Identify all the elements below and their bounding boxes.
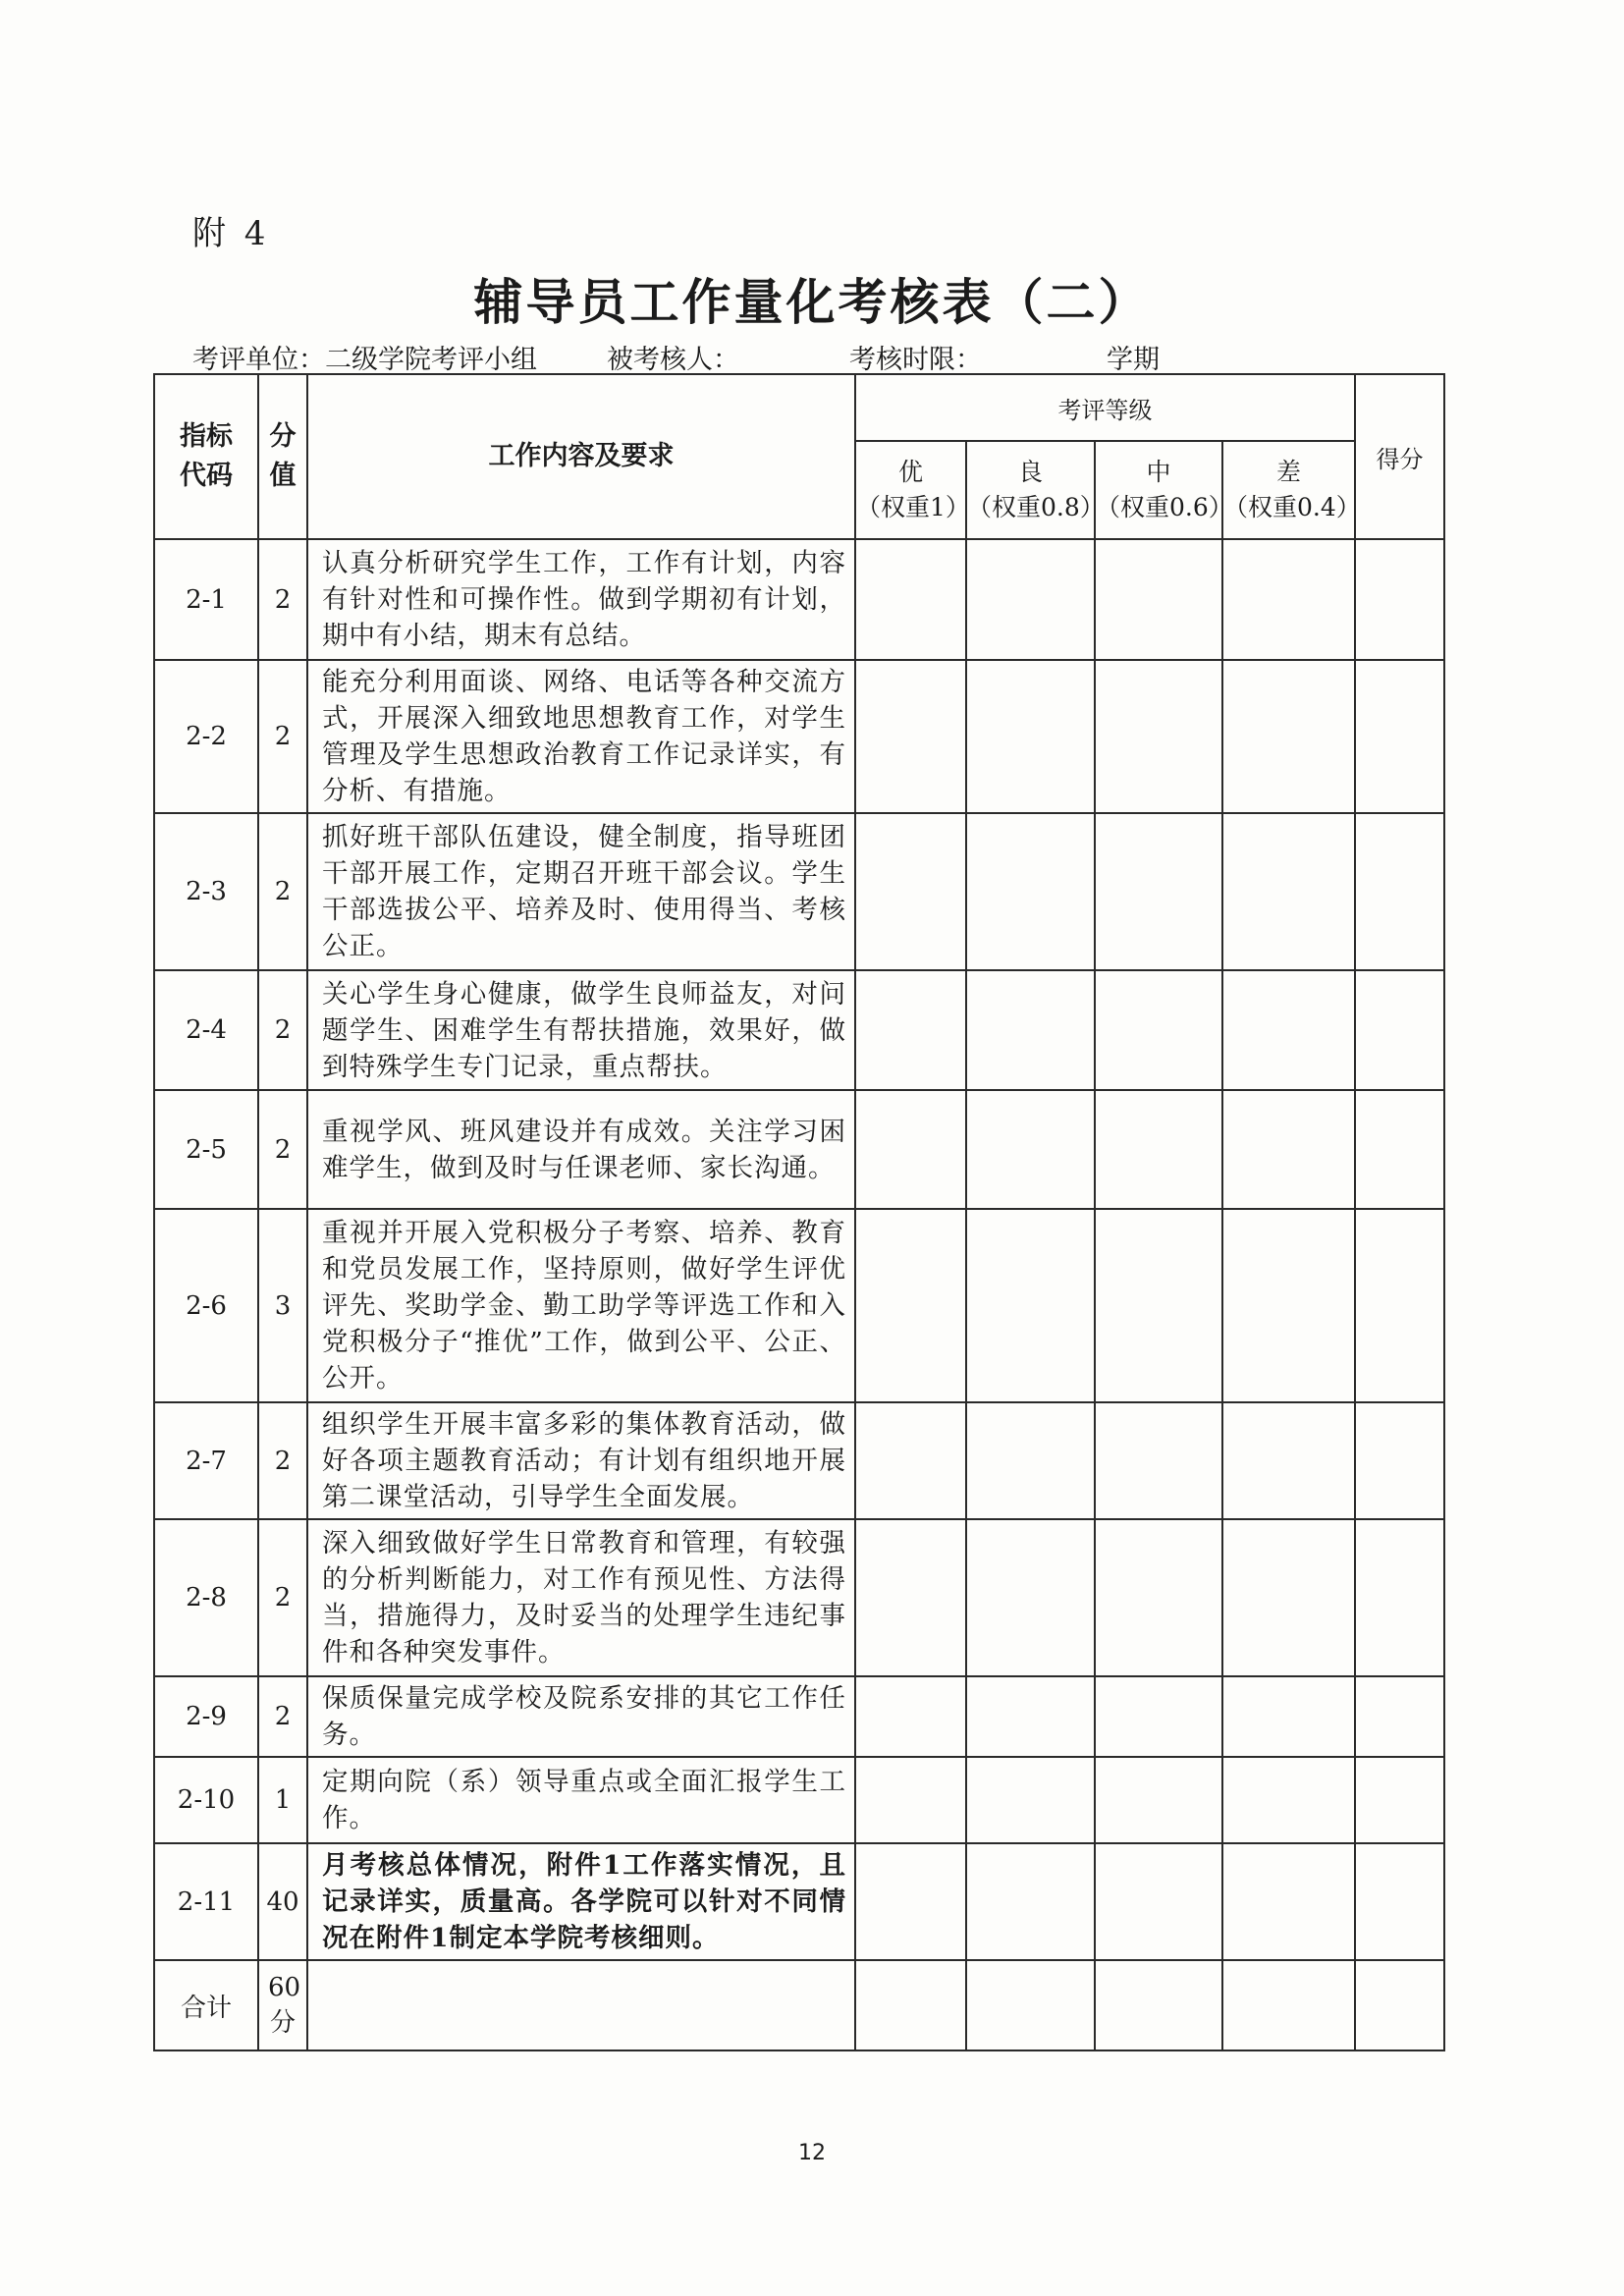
grade-cell[interactable] [1222,1519,1355,1676]
result-cell[interactable] [1355,813,1444,970]
grade-cell[interactable] [966,1090,1095,1209]
row-score: 2 [258,813,307,970]
row-code: 2-2 [154,660,258,813]
page-title: 辅导员工作量化考核表（二） [473,273,1151,331]
grade-cell[interactable] [966,1676,1095,1757]
row-content: 组织学生开展丰富多彩的集体教育活动，做好各项主题教育活动；有计划有组织地开展第二课堂活动，引导学生全面发展。 [307,1402,855,1519]
grade-cell[interactable] [855,1757,966,1843]
grade-cell[interactable] [1222,1676,1355,1757]
row-code: 2-9 [154,1676,258,1757]
grade-name: 中 [1146,458,1171,486]
grade-cell[interactable] [855,1209,966,1402]
grade-cell[interactable] [966,1757,1095,1843]
header-result: 得分 [1355,374,1444,539]
grade-cell[interactable] [1095,539,1222,660]
grade-cell[interactable] [1222,1402,1355,1519]
row-code: 2-6 [154,1209,258,1402]
grade-name: 良 [1017,458,1043,486]
row-code: 2-5 [154,1090,258,1209]
grade-cell[interactable] [1095,1676,1222,1757]
grade-cell[interactable] [966,813,1095,970]
grade-cell[interactable] [1222,1843,1355,1960]
grade-good [966,441,1105,539]
table-row [154,1519,1444,1676]
row-score: 2 [258,1676,307,1757]
row-code: 2-1 [154,539,258,660]
row-score: 2 [258,1402,307,1519]
result-cell[interactable] [1355,539,1444,660]
page-number: 12 [798,2141,826,2165]
row-score: 2 [258,970,307,1090]
grade-cell[interactable] [1095,813,1222,970]
header-score-text: 分值 [269,421,297,491]
grade-cell[interactable] [1222,970,1355,1090]
row-content: 重视并开展入党积极分子考察、培养、教育和党员发展工作，坚持原则，做好学生评优评先、奖助学金、勤工助学等评选工作和入党积极分子“推优”工作，做到公平、公正、公开。 [307,1209,855,1402]
table-row [154,1843,1444,1960]
grade-medium [1095,441,1233,539]
grade-cell[interactable] [855,970,966,1090]
annex-label: 附 4 [192,214,270,253]
total-content-cell [307,1960,855,2050]
grade-poor [1222,441,1361,539]
grade-cell[interactable] [1222,539,1355,660]
header-code-text: 指标代码 [180,421,233,491]
period-label: 考核时限： [849,345,982,375]
grade-cell[interactable] [1095,660,1222,813]
row-content: 能充分利用面谈、网络、电话等各种交流方式，开展深入细致地思想教育工作，对学生管理及学生思想政治教育工作记录详实，有分析、有措施。 [307,660,855,813]
table-row [154,1090,1444,1209]
row-code: 2-10 [154,1757,258,1843]
grade-cell[interactable] [855,813,966,970]
row-score: 2 [258,1519,307,1676]
grade-cell[interactable] [1222,660,1355,813]
table-row [154,539,1444,660]
assessee-label: 被考核人： [607,345,739,375]
header-content: 工作内容及要求 [307,374,855,539]
table-row [154,813,1444,970]
row-score: 40 [258,1843,307,1960]
row-content: 认真分析研究学生工作，工作有计划，内容有针对性和可操作性。做到学期初有计划，期中有小结，期末有总结。 [307,539,855,660]
grade-weight: （权重0.8） [967,493,1105,521]
grade-cell[interactable] [1095,1757,1222,1843]
grade-cell[interactable] [855,1676,966,1757]
total-label: 合计 [154,1960,258,2050]
header-score [258,374,307,539]
grade-cell[interactable] [1222,1090,1355,1209]
grade-cell[interactable] [966,660,1095,813]
table-row [154,660,1444,813]
table-row [154,1676,1444,1757]
grade-cell[interactable] [1222,813,1355,970]
row-content: 保质保量完成学校及院系安排的其它工作任务。 [307,1676,855,1757]
result-cell[interactable] [1355,1209,1444,1402]
grade-cell[interactable] [1095,1209,1222,1402]
grade-name: 优 [897,458,923,486]
total-row [154,1960,1444,2050]
row-code: 2-8 [154,1519,258,1676]
grade-weight: （权重1） [856,493,970,521]
table-row [154,1757,1444,1843]
table-row [154,1402,1444,1519]
term-label: 学期 [1107,345,1160,375]
grade-cell[interactable] [966,1843,1095,1960]
grade-cell[interactable] [1222,1209,1355,1402]
grade-excellent [855,441,970,539]
grade-cell[interactable] [1222,1757,1355,1843]
grade-cell[interactable] [966,1519,1095,1676]
grade-cell[interactable] [855,1519,966,1676]
result-cell[interactable] [1355,1843,1444,1960]
total-score-text: 60分 [268,1973,301,2038]
row-code: 2-7 [154,1402,258,1519]
grade-cell[interactable] [966,1402,1095,1519]
grade-cell[interactable] [855,660,966,813]
result-cell[interactable] [1355,1676,1444,1757]
eval-unit-label: 考评单位：二级学院考评小组 [192,345,537,375]
grade-weight: （权重0.4） [1223,493,1361,521]
grade-cell[interactable] [1095,1843,1222,1960]
grade-cell[interactable] [966,539,1095,660]
row-content: 定期向院（系）领导重点或全面汇报学生工作。 [307,1757,855,1843]
grade-cell[interactable] [1222,1960,1355,2050]
row-content: 月考核总体情况，附件1工作落实情况，且记录详实，质量高。各学院可以针对不同情况在附件1制定本学院考核细则。 [307,1843,855,1960]
result-cell[interactable] [1355,1402,1444,1519]
grade-cell[interactable] [855,1843,966,1960]
result-cell[interactable] [1355,1090,1444,1209]
grade-weight: （权重0.6） [1096,493,1233,521]
result-cell[interactable] [1355,1757,1444,1843]
row-score: 3 [258,1209,307,1402]
result-cell[interactable] [1355,1519,1444,1676]
grade-cell[interactable] [1095,970,1222,1090]
row-content: 关心学生身心健康，做学生良师益友，对问题学生、困难学生有帮扶措施，效果好，做到特殊学生专门记录，重点帮扶。 [307,970,855,1090]
header-grade-group: 考评等级 [855,374,1355,441]
row-content: 深入细致做好学生日常教育和管理，有较强的分析判断能力，对工作有预见性、方法得当，措施得力，及时妥当的处理学生违纪事件和各种突发事件。 [307,1519,855,1676]
table-row [154,970,1444,1090]
row-score: 2 [258,660,307,813]
grade-cell[interactable] [966,970,1095,1090]
grade-name: 差 [1275,458,1301,486]
row-content: 重视学风、班风建设并有成效。关注学习困难学生，做到及时与任课老师、家长沟通。 [307,1090,855,1209]
row-score: 2 [258,539,307,660]
row-score: 2 [258,1090,307,1209]
grade-cell[interactable] [855,1402,966,1519]
row-content: 抓好班干部队伍建设，健全制度，指导班团干部开展工作，定期召开班干部会议。学生干部选拔公平、培养及时、使用得当、考核公正。 [307,813,855,970]
grade-cell[interactable] [1095,1960,1222,2050]
grade-cell[interactable] [966,1960,1095,2050]
grade-cell[interactable] [1095,1402,1222,1519]
assessment-table [153,373,1445,2051]
grade-cell[interactable] [1095,1519,1222,1676]
row-code: 2-11 [154,1843,258,1960]
row-code: 2-3 [154,813,258,970]
table-row [154,1209,1444,1402]
result-cell[interactable] [1355,970,1444,1090]
header-code [154,374,258,539]
grade-cell[interactable] [855,1090,966,1209]
grade-cell[interactable] [966,1209,1095,1402]
row-code: 2-4 [154,970,258,1090]
grade-cell[interactable] [855,1960,966,2050]
result-cell[interactable] [1355,1960,1444,2050]
total-score [258,1960,307,2050]
result-cell[interactable] [1355,660,1444,813]
grade-cell[interactable] [855,539,966,660]
grade-cell[interactable] [1095,1090,1222,1209]
row-score: 1 [258,1757,307,1843]
